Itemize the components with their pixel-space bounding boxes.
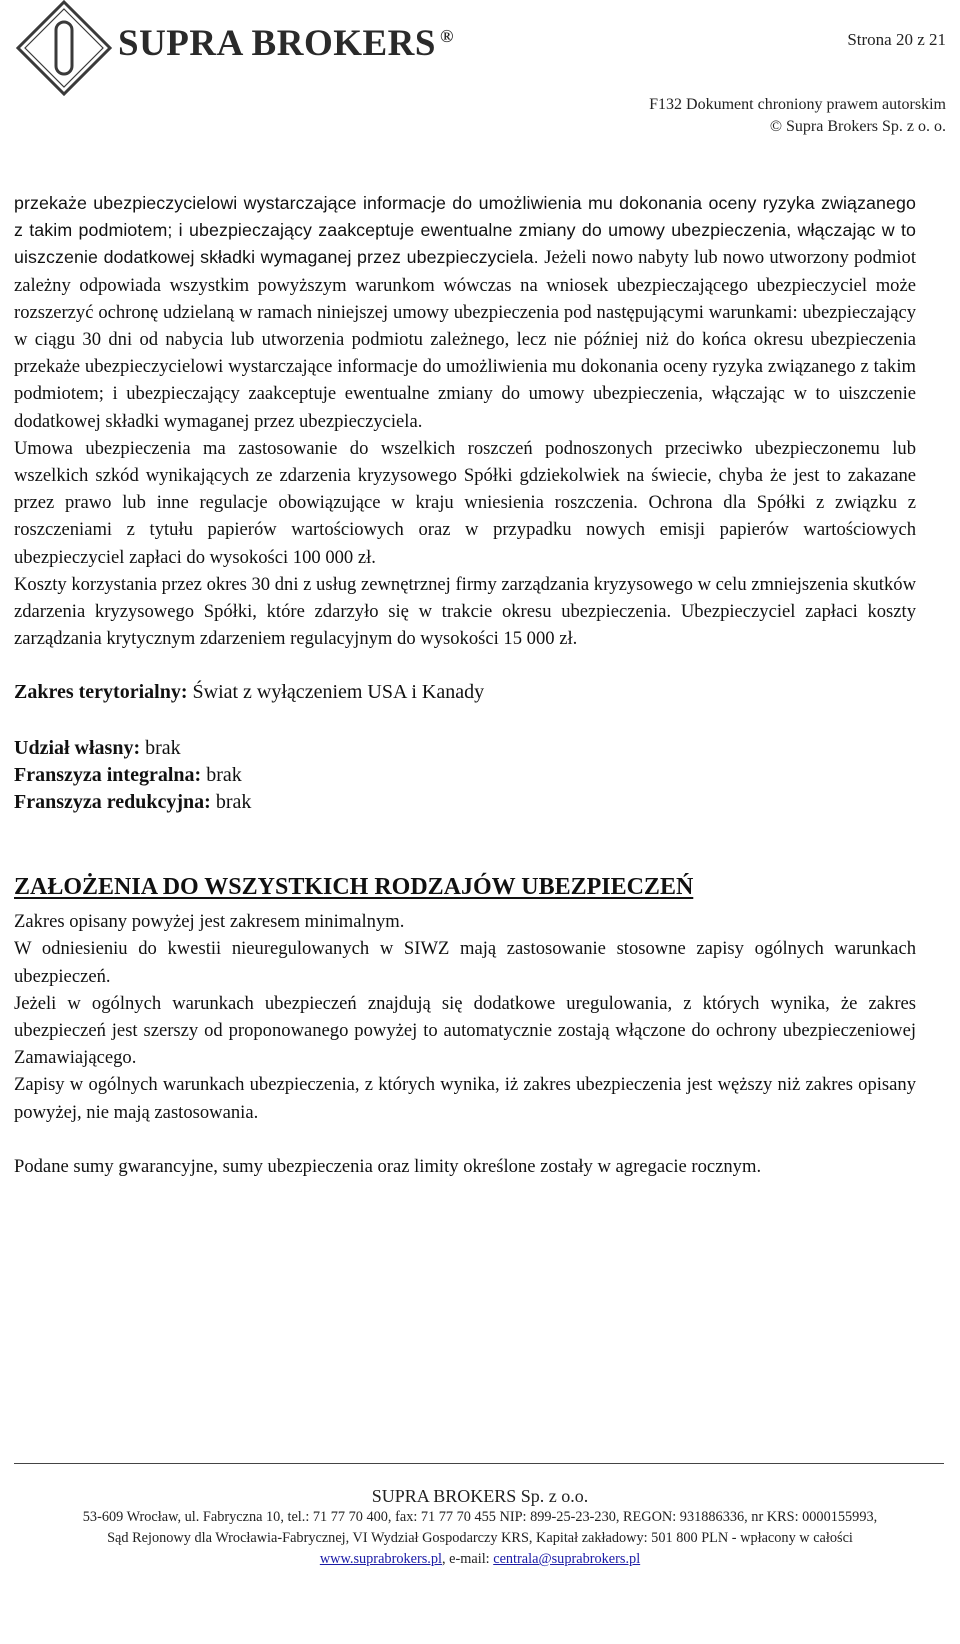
footer-contact: www.suprabrokers.pl, e-mail: centrala@suprabrokers.pl: [319, 1551, 641, 1567]
territory-field: Zakres terytorialny: Świat z wyłączeniem USA i Kanady: [14, 681, 485, 704]
footer-divider: [14, 1463, 944, 1464]
document-copyright: F132 Dokument chroniony prawem autorskim © Supra Brokers Sp. z o. o.: [649, 96, 946, 135]
paragraph-crisis-costs: Koszty korzystania przez okres 30 dni z usług zewnętrznej firmy zarządzania kryzysowego w celu zmniejszenia skutków zdarzenia kryzysowego Spółki, które zdarzyło się w trakcie okresu ubezpieczenia. Ubezpieczyciel zapłaci koszty zarządzania krytycznym zdarzeniem regulacyjnym do wysokości 15 000 zł.: [14, 573, 916, 650]
paragraph-scope: Umowa ubezpieczenia ma zastosowanie do wszelkich roszczeń podnoszonych przeciwko ubezpieczonemu lub wszelkich szkód wynikających ze zdarzenia kryzysowego Spółki gdziekolwiek na świecie, chyba że jest to zakazane przez prawo lub inne regulacje obowiązujące w kraju wniesienia roszczenia. Ochrona dla Spółki z związku z roszczeniami z tytułu papierów wartościowych oraz w przypadku nowych emisji papierów wartościowych ubezpieczyciel zapłaci do wysokości 100 000 zł.: [14, 437, 916, 568]
document-body: [14, 190, 916, 1180]
page-footer: [0, 1485, 960, 1570]
footer-court: Sąd Rejonowy dla Wrocławia-Fabrycznej, VI Wydział Gospodarczy KRS, Kapitał zakładowy: 501 800 PLN - wpłacony w całości: [107, 1530, 853, 1546]
brand-name: SUPRA BROKERS ®: [118, 23, 454, 64]
integral-franchise-field: Franszyza integralna: brak: [14, 763, 242, 786]
reduction-franchise-field: Franszyza redukcyjna: brak: [14, 791, 252, 814]
section-heading: ZAŁOŻENIA DO WSZYSTKICH RODZAJÓW UBEZPIECZEŃ: [14, 874, 694, 901]
footer-company: SUPRA BROKERS Sp. z o.o.: [371, 1486, 589, 1506]
website-link[interactable]: www.suprabrokers.pl: [319, 1551, 442, 1567]
paragraph-subsidiary: przekaże ubezpieczycielowi wystarczające informacje do umożliwienia mu dokonania oceny ryzyka związanego z takim podmiotem; i ubezpieczający zaakceptuje ewentualne zmiany do umowy ubezpieczenia, włączając w to uiszczenie dodatkowej składki wymaganej przez ubezpieczyciela. Jeżeli nowo nabyty lub nowo utworzony podmiot zależny odpowiada wszystkim powyższym warunkom wówczas na wniosek ubezpieczającego ubezpieczyciel może rozszerzyć ochronę udzielaną w ramach niniejszej umowy ubezpieczenia pod następującymi warunkami: ubezpieczający w ciągu 30 dni od nabycia lub utworzenia podmiotu zależnego, lecz nie później niż do końca okresu ubezpieczenia przekaże ubezpieczycielowi wystarczające informacje do umożliwienia mu dokonania oceny ryzyka związanego z takim podmiotem; i ubezpieczający zaakceptuje ewentualne zmiany do umowy ubezpieczenia, włączając w to uiszczenie dodatkowej składki wymaganej przez ubezpieczyciela.: [14, 193, 916, 432]
email-link[interactable]: centrala@suprabrokers.pl: [493, 1551, 641, 1567]
footer-address: 53-609 Wrocław, ul. Fabryczna 10, tel.: 71 77 70 400, fax: 71 77 70 455 NIP: 899-25-23-230, REGON: 931886336, nr KRS: 0000155993,: [82, 1509, 878, 1525]
section-paragraph-5: Podane sumy gwarancyjne, sumy ubezpieczenia oraz limity określone zostały w agregacie rocznym.: [14, 1155, 762, 1177]
company-logo: [16, 0, 112, 96]
section-paragraph-3: Jeżeli w ogólnych warunkach ubezpieczeń znajdują się dodatkowe uregulowania, z których wynika, że zakres ubezpieczeń jest szerszy od proponowanego powyżej to automatycznie zostają włączone do ochrony ubezpieczeniowej Zamawiającego.: [14, 992, 916, 1069]
section-paragraph-2: W odniesieniu do kwestii nieuregulowanych w SIWZ mają zastosowanie stosowne zapisy ogólnych warunkach ubezpieczeń.: [14, 938, 916, 987]
section-paragraph-4: Zapisy w ogólnych warunkach ubezpieczenia, z których wynika, iż zakres ubezpieczenia jest węższy niż zakres opisany powyżej, nie mają zastosowania.: [14, 1074, 916, 1123]
section-paragraph-1: Zakres opisany powyżej jest zakresem minimalnym.: [14, 911, 405, 933]
page-number: Strona 20 z 21: [847, 30, 946, 49]
deductible-field: Udział własny: brak: [14, 736, 181, 759]
